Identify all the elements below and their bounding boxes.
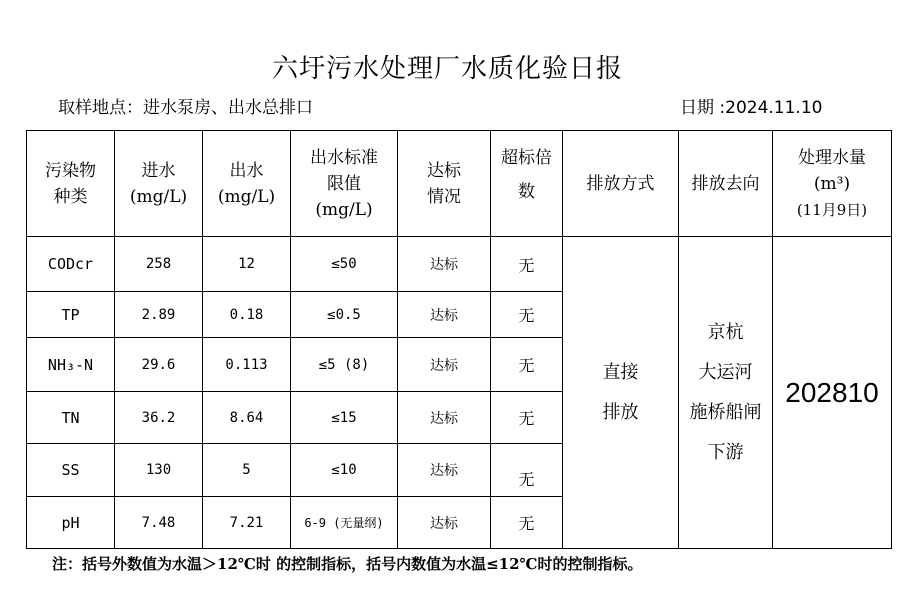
treated-volume: 202810: [773, 237, 892, 549]
pollutant-name: SS: [27, 444, 115, 497]
limit-value: 6-9 (无量纲): [291, 497, 398, 549]
exceed-multiple: 无: [491, 292, 563, 338]
water-quality-table: [26, 130, 892, 549]
table-row: [27, 237, 892, 292]
header-discharge-destination: 排放去向: [679, 131, 773, 237]
report-date: 日期 :2024.11.10: [680, 98, 823, 118]
effluent-value: 0.18: [203, 292, 291, 338]
effluent-value: 5: [203, 444, 291, 497]
footnote: 注：括号外数值为水温＞12℃时 的控制指标，括号内数值为水温≤12℃时的控制指标。: [52, 555, 643, 573]
compliance-status: 达标: [398, 392, 491, 444]
header-influent: 进水 (mg/L): [115, 131, 203, 237]
exceed-multiple: 无: [491, 237, 563, 292]
pollutant-name: NH₃-N: [27, 338, 115, 392]
limit-value: ≤0.5: [291, 292, 398, 338]
header-row: [27, 131, 892, 237]
exceed-multiple: 无: [491, 497, 563, 549]
header-effluent: 出水 (mg/L): [203, 131, 291, 237]
compliance-status: 达标: [398, 338, 491, 392]
exceed-multiple: 无: [491, 444, 563, 497]
pollutant-name: TP: [27, 292, 115, 338]
discharge-method: 直接 排放: [563, 237, 679, 549]
report-title: 六圩污水处理厂水质化验日报: [271, 54, 623, 84]
limit-value: ≤5 (8): [291, 338, 398, 392]
pollutant-name: CODcr: [27, 237, 115, 292]
discharge-destination: 京杭 大运河 施桥船闸 下游: [679, 237, 773, 549]
influent-value: 130: [115, 444, 203, 497]
header-volume: 处理水量 (m³) (11月9日): [773, 131, 892, 237]
limit-value: ≤10: [291, 444, 398, 497]
influent-value: 29.6: [115, 338, 203, 392]
compliance-status: 达标: [398, 444, 491, 497]
influent-value: 36.2: [115, 392, 203, 444]
sampling-location: 取样地点：进水泵房、出水总排口: [58, 98, 313, 118]
influent-value: 258: [115, 237, 203, 292]
effluent-value: 12: [203, 237, 291, 292]
pollutant-name: pH: [27, 497, 115, 549]
header-pollutant: 污染物 种类: [27, 131, 115, 237]
effluent-value: 7.21: [203, 497, 291, 549]
exceed-multiple: 无: [491, 338, 563, 392]
pollutant-name: TN: [27, 392, 115, 444]
compliance-status: 达标: [398, 237, 491, 292]
limit-value: ≤50: [291, 237, 398, 292]
influent-value: 7.48: [115, 497, 203, 549]
header-exceed: 超标倍 数: [491, 131, 563, 237]
header-limit: 出水标准 限值 (mg/L): [291, 131, 398, 237]
compliance-status: 达标: [398, 497, 491, 549]
limit-value: ≤15: [291, 392, 398, 444]
effluent-value: 0.113: [203, 338, 291, 392]
compliance-status: 达标: [398, 292, 491, 338]
header-discharge-method: 排放方式: [563, 131, 679, 237]
influent-value: 2.89: [115, 292, 203, 338]
header-compliance: 达标 情况: [398, 131, 491, 237]
exceed-multiple: 无: [491, 392, 563, 444]
effluent-value: 8.64: [203, 392, 291, 444]
